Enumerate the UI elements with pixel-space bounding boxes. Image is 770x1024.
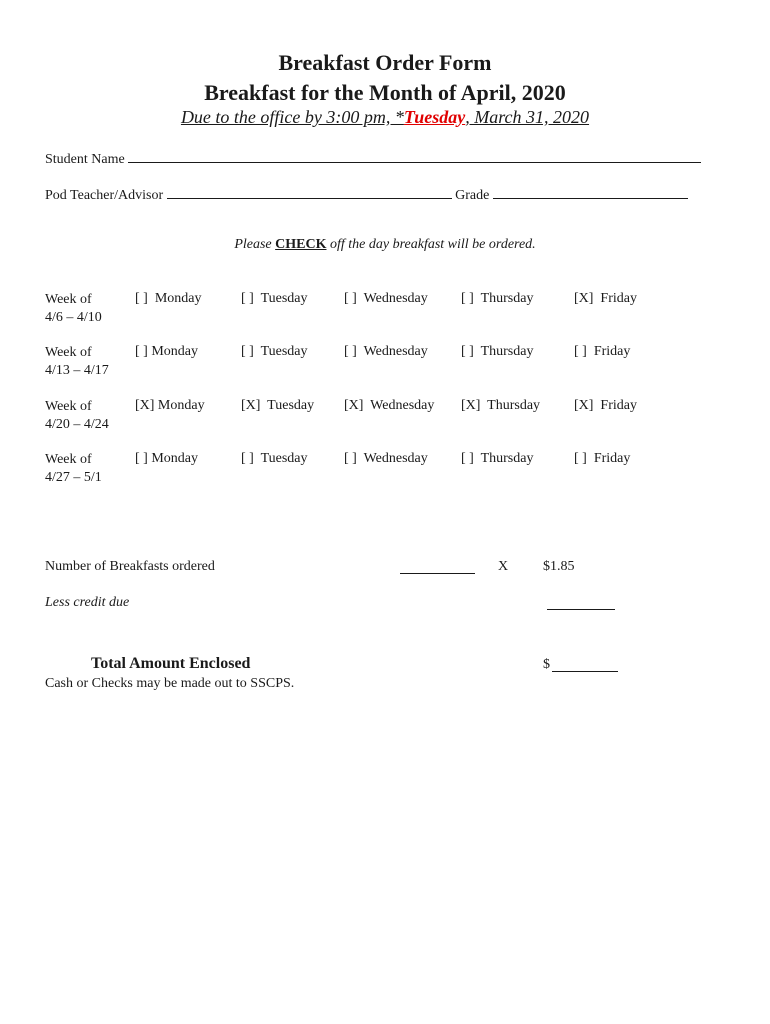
student-name-field[interactable] <box>128 149 701 163</box>
day-checkbox-tuesday[interactable]: [X] Tuesday <box>241 398 315 413</box>
grade-field[interactable] <box>493 185 688 199</box>
breakfasts-label: Number of Breakfasts ordered <box>45 559 215 574</box>
day-checkbox-monday[interactable]: [ ] Monday <box>135 344 198 359</box>
instructions <box>0 237 770 253</box>
payment-note: Cash or Checks may be made out to SSCPS. <box>45 676 295 691</box>
week-label <box>45 344 109 380</box>
day-checkbox-tuesday[interactable]: [ ] Tuesday <box>241 291 308 306</box>
teacher-field[interactable] <box>167 185 452 199</box>
week-label-range: 4/20 – 4/24 <box>45 417 109 432</box>
day-checkbox-monday[interactable]: [ ] Monday <box>135 291 202 306</box>
day-checkbox-friday[interactable]: [X] Friday <box>574 291 637 306</box>
day-checkbox-wednesday[interactable]: [ ] Wednesday <box>344 291 428 306</box>
student-name-label: Student Name <box>45 152 125 167</box>
teacher-row <box>45 185 688 204</box>
week-label-line1: Week of <box>45 292 92 307</box>
due-date-line <box>0 107 770 128</box>
day-checkbox-friday[interactable]: [ ] Friday <box>574 451 631 466</box>
week-label-range: 4/6 – 4/10 <box>45 310 102 325</box>
price-per-breakfast: $1.85 <box>543 559 575 574</box>
due-day: Tuesday <box>403 107 466 127</box>
week-label <box>45 291 102 327</box>
due-suffix: , March 31, 2020 <box>465 107 590 127</box>
breakfasts-count-field[interactable] <box>400 573 475 574</box>
total-field[interactable] <box>552 671 618 672</box>
week-label <box>45 398 109 434</box>
student-name-row <box>45 149 701 168</box>
teacher-label: Pod Teacher/Advisor <box>45 188 164 203</box>
week-label-line1: Week of <box>45 345 92 360</box>
due-prefix: Due to the office by 3:00 pm, * <box>180 107 404 127</box>
day-checkbox-tuesday[interactable]: [ ] Tuesday <box>241 344 308 359</box>
instructions-check: CHECK <box>275 237 327 252</box>
day-checkbox-wednesday[interactable]: [ ] Wednesday <box>344 451 428 466</box>
grade-label: Grade <box>455 188 490 203</box>
day-checkbox-thursday[interactable]: [ ] Thursday <box>461 291 534 306</box>
day-checkbox-tuesday[interactable]: [ ] Tuesday <box>241 451 308 466</box>
week-label-range: 4/27 – 5/1 <box>45 470 102 485</box>
credit-label: Less credit due <box>45 595 130 610</box>
day-checkbox-wednesday[interactable]: [ ] Wednesday <box>344 344 428 359</box>
week-label-range: 4/13 – 4/17 <box>45 363 109 378</box>
week-label <box>45 451 102 487</box>
multiply-sign: X <box>498 559 509 574</box>
form-subtitle: Breakfast for the Month of April, 2020 <box>204 80 566 105</box>
day-checkbox-thursday[interactable]: [X] Thursday <box>461 398 541 413</box>
day-checkbox-monday[interactable]: [X] Monday <box>135 398 205 413</box>
instructions-prefix: Please <box>234 237 276 252</box>
credit-field[interactable] <box>547 609 615 610</box>
total-label: Total Amount Enclosed <box>91 655 251 672</box>
form-title: Breakfast Order Form <box>278 50 492 75</box>
day-checkbox-friday[interactable]: [X] Friday <box>574 398 637 413</box>
week-label-line1: Week of <box>45 399 92 414</box>
day-checkbox-thursday[interactable]: [ ] Thursday <box>461 451 534 466</box>
instructions-suffix: off the day breakfast will be ordered. <box>326 237 536 252</box>
week-label-line1: Week of <box>45 452 92 467</box>
day-checkbox-monday[interactable]: [ ] Monday <box>135 451 198 466</box>
dollar-sign: $ <box>543 657 550 672</box>
day-checkbox-friday[interactable]: [ ] Friday <box>574 344 631 359</box>
day-checkbox-wednesday[interactable]: [X] Wednesday <box>344 398 435 413</box>
day-checkbox-thursday[interactable]: [ ] Thursday <box>461 344 534 359</box>
